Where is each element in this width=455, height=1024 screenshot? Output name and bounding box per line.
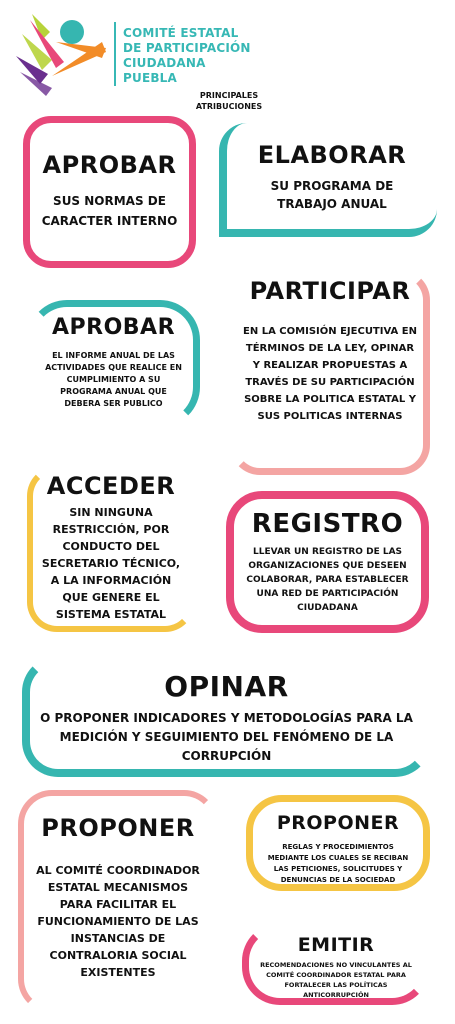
organization-title: COMITÉ ESTATAL DE PARTICIPACIÓN CIUDADANA PUEBLA [123,26,251,85]
card-elaborar [219,123,437,237]
card-aprobar-normas [23,116,196,268]
page-subtitle: PRINCIPALES ATRIBUCIONES [195,91,263,111]
card-registro [226,491,429,633]
card-proponer-reglas [246,795,430,891]
card-description: AL COMITÉ COORDINADOR ESTATAL MECANISMOS PARA FACILITAR EL FUNCIONAMIENTO DE LAS INSTANCIAS DE CONTRALORIA SOCIAL EXISTENTES [36,864,200,979]
card-description: EN LA COMISIÓN EJECUTIVA EN TÉRMINOS DE LA LEY, OPINAR Y REALIZAR PROPUESTAS A TRAVÉS DE SU PARTICIPACIÓN SOBRE LA POLITICA ESTATAL Y SUS POLITICAS INTERNAS [243,326,417,422]
card-description: SIN NINGUNA RESTRICCIÓN, POR CONDUCTO DEL SECRETARIO TÉCNICO, A LA INFORMACIÓN QUE GENERE EL SISTEMA ESTATAL [41,506,181,621]
card-heading: ELABORAR [257,141,407,169]
card-aprobar-informe [27,300,200,427]
card-proponer-mecanismos [18,790,218,1013]
card-emitir [242,923,430,1005]
card-description: REGLAS Y PROCEDIMIENTOS MEDIANTE LOS CUALES SE RECIBAN LAS PETICIONES, SOLICITUDES Y DENUNCIAS DE LA SOCIEDAD [267,843,409,884]
card-acceder [27,466,195,632]
card-description: SU PROGRAMA DE TRABAJO ANUAL [270,179,394,211]
card-heading: PROPONER [276,812,400,834]
card-heading: REGISTRO [251,509,404,539]
card-heading: OPINAR [164,670,289,703]
card-opinar [22,656,431,777]
card-heading: APROBAR [51,315,176,340]
card-description: LLEVAR UN REGISTRO DE LAS ORGANIZACIONES QUE DESEEN COLABORAR, PARA ESTABLECER UNA RED DE PARTICIPACIÓN CIUDADANA [246,547,409,613]
header-divider [114,22,116,86]
card-heading: APROBAR [42,151,177,179]
card-description: EL INFORME ANUAL DE LAS ACTIVIDADES QUE REALICE EN CUMPLIMIENTO A SU PROGRAMA ANUAL QUE DEBERA SER PUBLICO [45,351,182,408]
card-heading: PROPONER [41,814,195,842]
card-heading: PARTICIPAR [249,277,411,305]
card-heading: EMITIR [297,934,375,956]
card-description: SUS NORMAS DE CARACTER INTERNO [41,194,178,228]
participation-logo-icon [12,12,112,96]
card-description: O PROPONER INDICADORES Y METODOLOGÍAS PARA LA MEDICIÓN Y SEGUIMIENTO DEL FENÓMENO DE LA CORRUPCIÓN [40,711,413,763]
card-heading: ACCEDER [46,472,176,500]
card-participar [230,270,430,475]
card-description: RECOMENDACIONES NO VINCULANTES AL COMITÉ COORDINADOR ESTATAL PARA FORTALECER LAS POLÍTICAS ANTICORRUPCIÓN [260,961,412,999]
